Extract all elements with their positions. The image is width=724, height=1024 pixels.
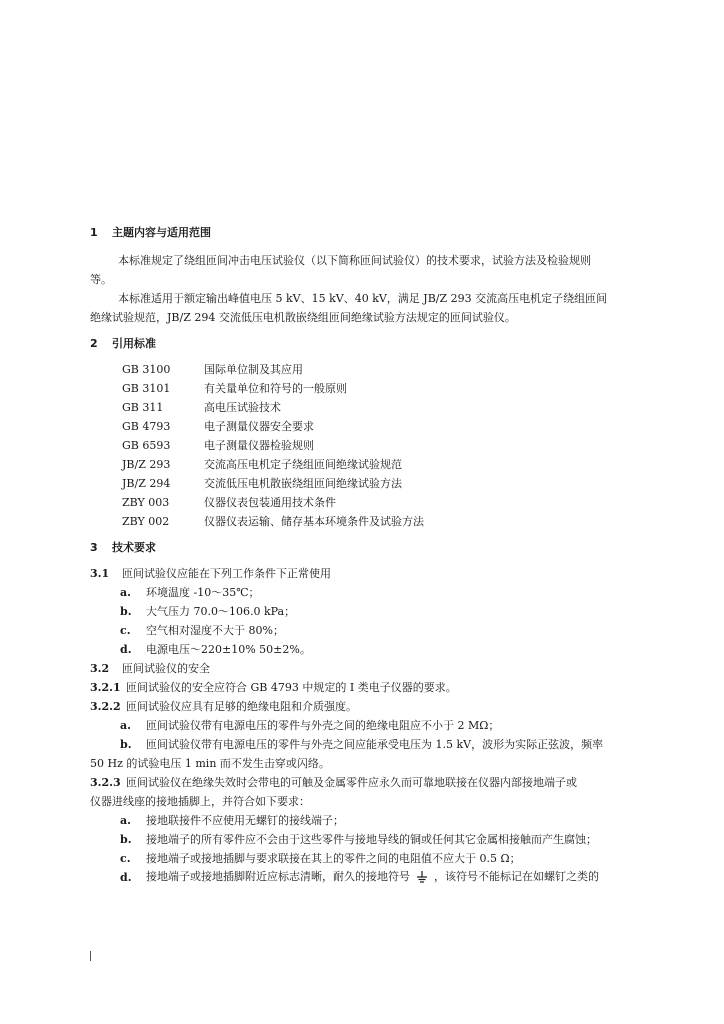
reference-title: 仪器仪表包装通用技术条件	[204, 496, 336, 509]
item-text: 接地端子的所有零件应不会由于这些零件与接地导线的铜或任何其它金属相接触而产生腐蚀；	[146, 833, 597, 846]
item-letter: a.	[120, 586, 131, 599]
item-letter: a.	[120, 719, 131, 732]
clause-number: 3.2.2	[90, 700, 121, 713]
section-title: 引用标准	[112, 337, 156, 350]
clause-text: 匝间试验仪的安全	[122, 662, 210, 675]
clause-text: 匝间试验仪应具有足够的绝缘电阻和介质强度。	[126, 700, 357, 713]
page-edge-mark	[90, 951, 91, 961]
section-title: 主题内容与适用范围	[112, 226, 211, 239]
ground-symbol-icon	[416, 871, 428, 883]
reference-code: GB 311	[122, 401, 164, 414]
reference-title: 电子测量仪器检验规则	[204, 439, 314, 452]
item-letter: b.	[120, 738, 132, 751]
item-text: 匝间试验仪带有电源电压的零件与外壳之间应能承受电压为 1.5 kV，波形为实际正弦波，频率	[146, 738, 604, 751]
item-letter: a.	[120, 814, 131, 827]
section-3-heading	[90, 541, 156, 555]
reference-title: 国际单位制及其应用	[204, 363, 303, 376]
section-title: 技术要求	[112, 541, 156, 554]
reference-code: GB 6593	[122, 439, 171, 452]
item-text-before: 接地端子或接地插脚附近应标志清晰，耐久的接地符号	[146, 870, 410, 883]
item-text: 电源电压～220±10% 50±2%。	[146, 643, 311, 656]
clause-text: 匝间试验仪应能在下列工作条件下正常使用	[122, 567, 331, 580]
item-letter: d.	[120, 871, 132, 884]
section-number: 3	[90, 541, 98, 554]
clause-text: 匝间试验仪在绝缘失效时会带电的可触及金属零件应永久而可靠地联接在仪器内部接地端子或	[126, 776, 577, 789]
item-text: 空气相对湿度不大于 80%；	[146, 624, 284, 637]
section-1-heading	[90, 226, 211, 240]
reference-title: 仪器仪表运输、储存基本环境条件及试验方法	[204, 515, 424, 528]
reference-code: GB 3101	[122, 382, 171, 395]
section-2-heading	[90, 337, 156, 351]
clause-number: 3.1	[90, 567, 110, 580]
item-text: 接地端子或接地插脚与要求联接在其上的零件之间的电阻值不应大于 0.5 Ω；	[146, 852, 521, 865]
clause-text: 匝间试验仪的安全应符合 GB 4793 中规定的 I 类电子仪器的要求。	[126, 681, 457, 694]
item-text	[146, 868, 599, 886]
reference-code: JB/Z 294	[122, 477, 171, 490]
reference-code: GB 3100	[122, 363, 171, 376]
reference-title: 电子测量仪器安全要求	[204, 420, 314, 433]
reference-title: 交流低压电机散嵌绕组匝间绝缘试验方法	[204, 477, 402, 490]
item-letter: d.	[120, 643, 132, 656]
reference-title: 有关量单位和符号的一般原则	[204, 382, 347, 395]
paragraph-line: 绝缘试验规范，JB/Z 294 交流低压电机散嵌绕组匝间绝缘试验方法规定的匝间试验仪。	[90, 311, 516, 324]
paragraph-line: 本标准适用于额定输出峰值电压 5 kV、15 kV、40 kV，满足 JB/Z 293 交流高压电机定子绕组匝间	[118, 292, 608, 305]
section-number: 2	[90, 337, 98, 350]
item-text: 大气压力 70.0～106.0 kPa；	[146, 605, 296, 618]
item-letter: c.	[120, 624, 131, 637]
reference-code: ZBY 003	[122, 496, 170, 509]
item-text: 接地联接件不应使用无螺钉的接线端子；	[146, 814, 344, 827]
paragraph-line: 本标准规定了绕组匝间冲击电压试验仪（以下简称匝间试验仪）的技术要求，试验方法及检验规则	[118, 254, 591, 267]
item-text-after: ，该符号不能标记在如螺钉之类的	[434, 870, 599, 883]
item-letter: b.	[120, 833, 132, 846]
item-text: 环境温度 -10～35℃；	[146, 586, 260, 599]
item-letter: b.	[120, 605, 132, 618]
reference-title: 高电压试验技术	[204, 401, 281, 414]
section-number: 1	[90, 226, 98, 239]
reference-code: ZBY 002	[122, 515, 170, 528]
paragraph-line: 仪器进线座的接地插脚上，并符合如下要求：	[90, 795, 310, 808]
reference-code: GB 4793	[122, 420, 171, 433]
paragraph-line: 50 Hz 的试验电压 1 min 而不发生击穿或闪络。	[90, 757, 330, 770]
paragraph-line: 等。	[90, 273, 112, 286]
item-text: 匝间试验仪带有电源电压的零件与外壳之间的绝缘电阻应不小于 2 MΩ；	[146, 719, 500, 732]
clause-number: 3.2.3	[90, 776, 121, 789]
clause-number: 3.2	[90, 662, 110, 675]
reference-title: 交流高压电机定子绕组匝间绝缘试验规范	[204, 458, 402, 471]
reference-code: JB/Z 293	[122, 458, 171, 471]
clause-number: 3.2.1	[90, 681, 121, 694]
item-letter: c.	[120, 852, 131, 865]
